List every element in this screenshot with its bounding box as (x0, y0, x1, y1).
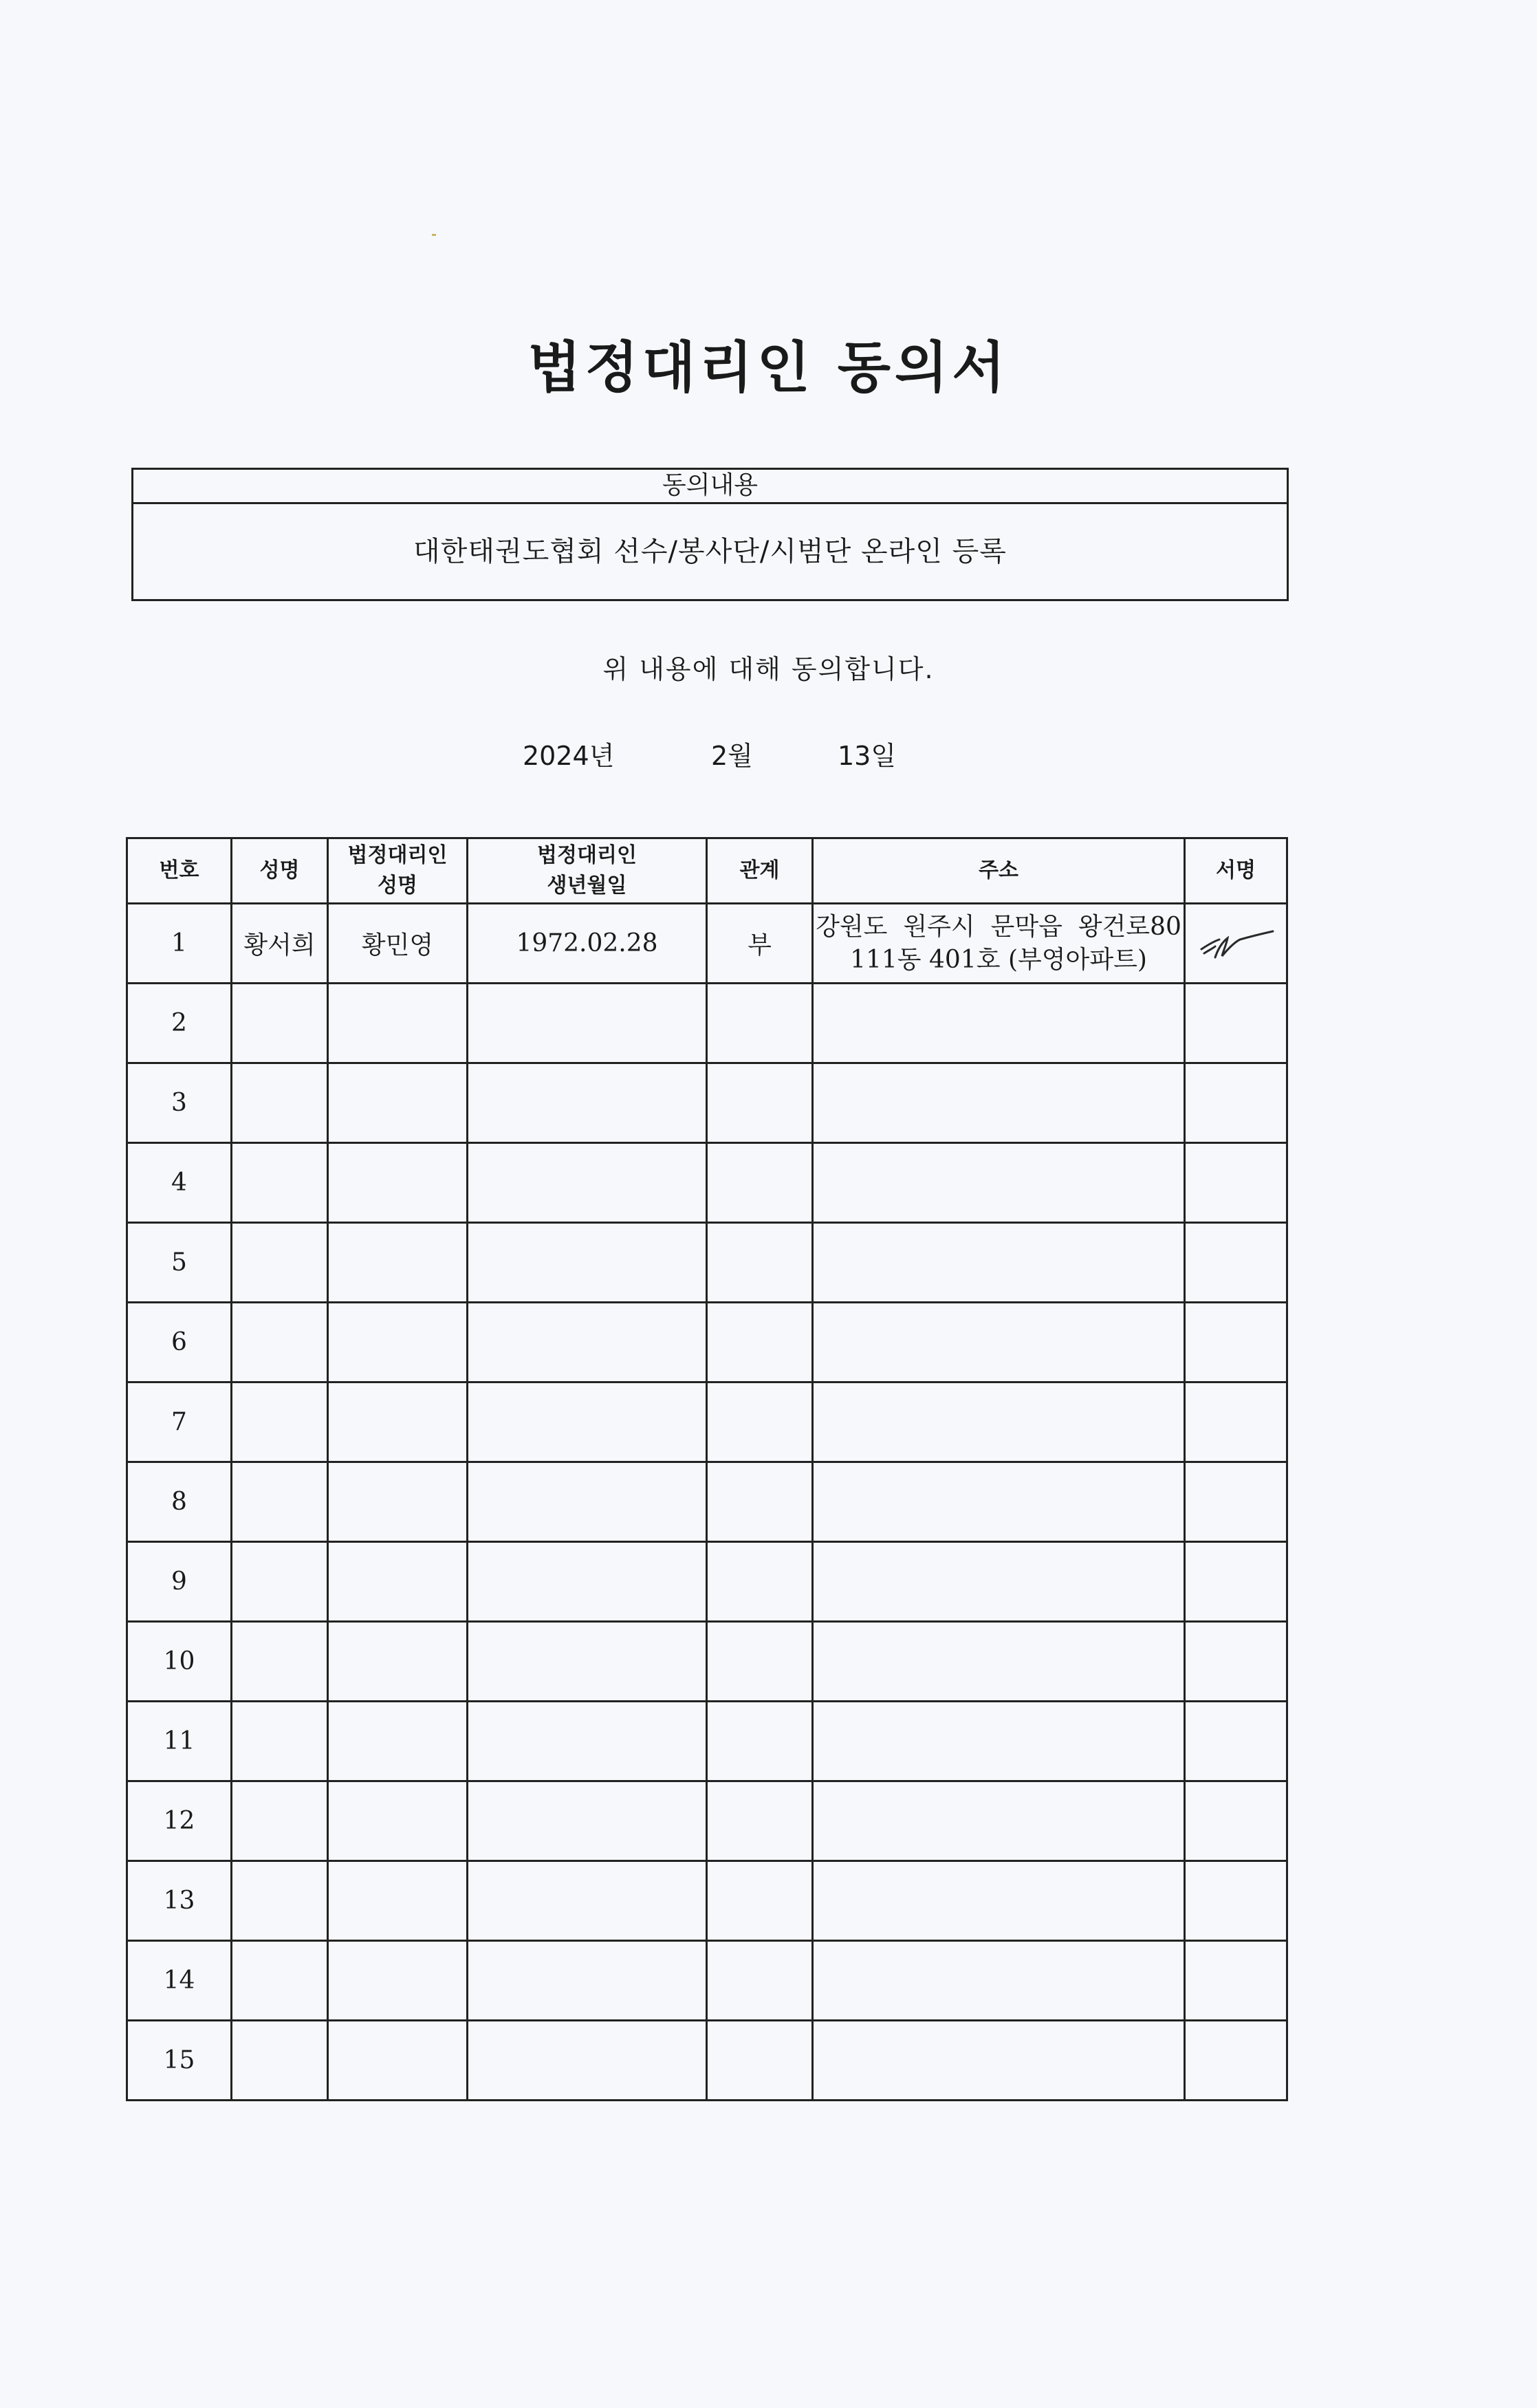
row-name (232, 1143, 328, 1223)
row-no: 14 (127, 1941, 232, 2021)
row-guardian-birth (468, 2021, 707, 2101)
table-row (127, 1143, 1287, 1223)
row-guardian-name (328, 1303, 468, 1382)
row-signature (1185, 1462, 1287, 1542)
row-guardian-name (328, 1223, 468, 1303)
row-address (813, 1303, 1185, 1382)
row-signature (1185, 2021, 1287, 2101)
row-guardian-name (328, 1143, 468, 1223)
agree-statement: 위 내용에 대해 동의합니다. (602, 654, 935, 684)
row-relation (707, 1542, 813, 1622)
row-name (232, 1063, 328, 1143)
header-guardian-name-line1: 법정대리인 (347, 843, 448, 867)
row-guardian-birth (468, 1143, 707, 1223)
header-guardian-name (328, 838, 468, 904)
row-no: 4 (127, 1143, 232, 1223)
row-no: 2 (127, 984, 232, 1063)
row-guardian-name (328, 1781, 468, 1861)
consent-box (131, 468, 1289, 601)
row-relation (707, 1702, 813, 1781)
row-address (813, 1462, 1185, 1542)
row-address (813, 1063, 1185, 1143)
row-guardian-name (328, 1861, 468, 1941)
row-signature (1185, 1781, 1287, 1861)
row-relation (707, 984, 813, 1063)
table-row (127, 984, 1287, 1063)
row-no: 5 (127, 1223, 232, 1303)
row-address (813, 984, 1185, 1063)
row-signature (1185, 1382, 1287, 1462)
consent-header: 동의내용 (133, 470, 1287, 504)
row-name (232, 1941, 328, 2021)
header-signature: 서명 (1185, 838, 1287, 904)
date-month: 2월 (711, 741, 753, 771)
row-guardian-birth (468, 1462, 707, 1542)
row-guardian-birth: 1972.02.28 (468, 904, 707, 984)
row-address (813, 904, 1185, 984)
row-address-line2: 111동 401호 (부영아파트) (850, 945, 1147, 974)
row-signature (1185, 1223, 1287, 1303)
row-name (232, 984, 328, 1063)
row-guardian-birth (468, 1941, 707, 2021)
row-address (813, 1143, 1185, 1223)
row-guardian-name (328, 2021, 468, 2101)
row-guardian-name (328, 984, 468, 1063)
row-guardian-birth (468, 984, 707, 1063)
row-relation (707, 1223, 813, 1303)
table-row (127, 1861, 1287, 1941)
row-no: 12 (127, 1781, 232, 1861)
row-no: 3 (127, 1063, 232, 1143)
row-name (232, 1622, 328, 1702)
handwritten-signature (1195, 923, 1277, 964)
table-row (127, 1542, 1287, 1622)
row-relation (707, 1462, 813, 1542)
row-no: 15 (127, 2021, 232, 2101)
row-relation (707, 1861, 813, 1941)
row-signature (1185, 1303, 1287, 1382)
row-relation (707, 1622, 813, 1702)
table-row (127, 2021, 1287, 2101)
row-relation (707, 1143, 813, 1223)
row-name (232, 1861, 328, 1941)
row-address (813, 1702, 1185, 1781)
row-name (232, 1462, 328, 1542)
row-no: 8 (127, 1462, 232, 1542)
row-guardian-name (328, 1622, 468, 1702)
row-guardian-birth (468, 1622, 707, 1702)
header-relation: 관계 (707, 838, 813, 904)
row-no: 10 (127, 1622, 232, 1702)
row-guardian-name (328, 1941, 468, 2021)
row-guardian-birth (468, 1861, 707, 1941)
row-relation: 부 (707, 904, 813, 984)
row-relation (707, 1382, 813, 1462)
row-address (813, 2021, 1185, 2101)
row-signature (1185, 1143, 1287, 1223)
row-guardian-name (328, 1702, 468, 1781)
table-row (127, 1303, 1287, 1382)
row-address (813, 1861, 1185, 1941)
guardian-table (126, 837, 1288, 2101)
consent-body: 대한태권도협회 선수/봉사단/시범단 온라인 등록 (413, 536, 1007, 567)
row-guardian-name (328, 1063, 468, 1143)
table-row (127, 904, 1287, 984)
table-row (127, 1462, 1287, 1542)
row-signature (1185, 1622, 1287, 1702)
row-signature (1185, 1542, 1287, 1622)
date-year: 2024년 (523, 741, 615, 771)
row-guardian-name (328, 1382, 468, 1462)
row-address (813, 1941, 1185, 2021)
row-signature (1185, 984, 1287, 1063)
row-relation (707, 1781, 813, 1861)
row-no: 9 (127, 1542, 232, 1622)
row-address (813, 1382, 1185, 1462)
row-guardian-name: 황민영 (328, 904, 468, 984)
row-address (813, 1781, 1185, 1861)
row-name (232, 1303, 328, 1382)
row-relation (707, 1941, 813, 2021)
row-address (813, 1542, 1185, 1622)
row-guardian-name (328, 1462, 468, 1542)
row-relation (707, 1303, 813, 1382)
row-signature (1185, 904, 1287, 984)
row-no: 6 (127, 1303, 232, 1382)
table-row (127, 1781, 1287, 1861)
header-guardian-birth (468, 838, 707, 904)
row-relation (707, 2021, 813, 2101)
row-name: 황서희 (232, 904, 328, 984)
table-row (127, 1622, 1287, 1702)
header-no: 번호 (127, 838, 232, 904)
row-name (232, 1542, 328, 1622)
table-row (127, 1702, 1287, 1781)
row-guardian-birth (468, 1063, 707, 1143)
row-address-line1: 강원도 원주시 문막읍 왕건로80 (816, 912, 1181, 941)
row-address (813, 1622, 1185, 1702)
row-no: 11 (127, 1702, 232, 1781)
row-guardian-birth (468, 1303, 707, 1382)
table-row (127, 1941, 1287, 2021)
date-day: 13일 (838, 741, 897, 771)
header-name: 성명 (232, 838, 328, 904)
row-guardian-birth (468, 1702, 707, 1781)
header-guardian-birth-line2: 생년월일 (547, 874, 627, 898)
row-signature (1185, 1861, 1287, 1941)
row-signature (1185, 1702, 1287, 1781)
row-relation (707, 1063, 813, 1143)
scan-speck (432, 234, 436, 236)
table-row (127, 1063, 1287, 1143)
table-row (127, 1223, 1287, 1303)
row-name (232, 1781, 328, 1861)
row-guardian-birth (468, 1542, 707, 1622)
table-row (127, 1382, 1287, 1462)
table-header-row (127, 838, 1287, 904)
row-guardian-birth (468, 1382, 707, 1462)
row-signature (1185, 1941, 1287, 2021)
header-guardian-name-line2: 성명 (378, 874, 417, 898)
page-title: 법정대리인 동의서 (527, 335, 1010, 400)
row-no: 7 (127, 1382, 232, 1462)
row-no: 13 (127, 1861, 232, 1941)
row-guardian-name (328, 1542, 468, 1622)
row-signature (1185, 1063, 1287, 1143)
header-guardian-birth-line1: 법정대리인 (537, 843, 637, 867)
row-name (232, 1382, 328, 1462)
row-name (232, 1223, 328, 1303)
row-name (232, 1702, 328, 1781)
row-guardian-birth (468, 1781, 707, 1861)
row-no: 1 (127, 904, 232, 984)
row-address (813, 1223, 1185, 1303)
row-name (232, 2021, 328, 2101)
header-address: 주소 (813, 838, 1185, 904)
row-guardian-birth (468, 1223, 707, 1303)
